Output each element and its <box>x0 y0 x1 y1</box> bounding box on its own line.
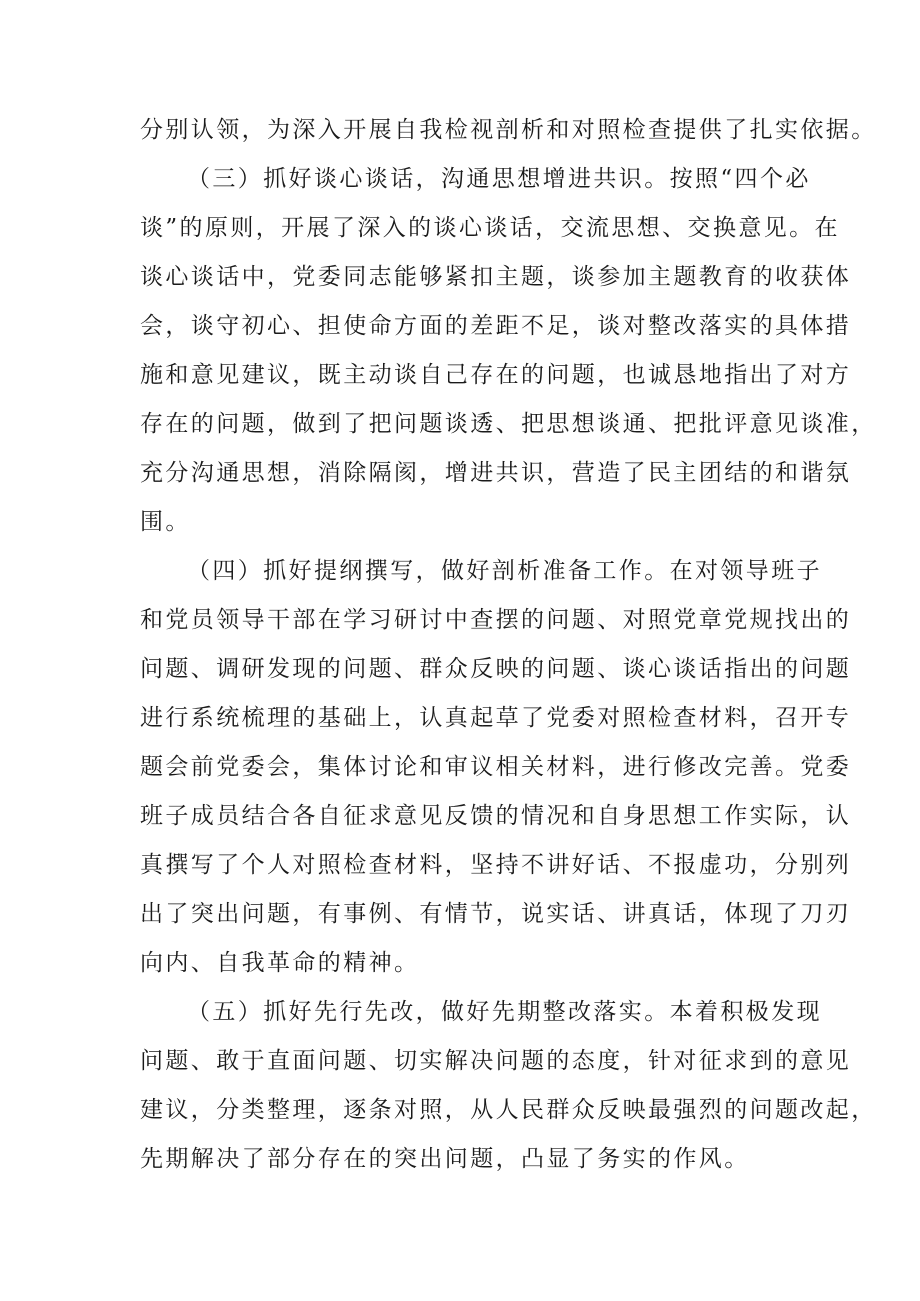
text-line-13: 进行系统梳理的基础上，认真起草了党委对照检查材料，召开专 <box>140 705 852 731</box>
text-line-14: 题会前党委会，集体讨论和审议相关材料，进行修改完善。党委 <box>140 754 852 780</box>
text-line-18: 向内、自我革命的精神。 <box>140 950 420 976</box>
text-line-16: 真撰写了个人对照检查材料，坚持不讲好话、不报虚功，分别列 <box>140 852 852 878</box>
text-line-19: （五）抓好先行先改，做好先期整改落实。本着积极发现 <box>187 999 822 1025</box>
text-line-3: 谈”的原则，开展了深入的谈心谈话，交流思想、交换意见。在 <box>140 215 840 241</box>
text-line-2: （三）抓好谈心谈话，沟通思想增进共识。按照“四个必 <box>187 166 811 192</box>
text-line-17: 出了突出问题，有事例、有情节，说实话、讲真话，体现了刀刃 <box>140 901 852 927</box>
text-line-7: 存在的问题，做到了把问题谈透、把思想谈通、把批评意见谈准， <box>140 411 877 437</box>
text-line-15: 班子成员结合各自征求意见反馈的情况和自身思想工作实际，认 <box>140 803 852 829</box>
text-line-12: 问题、调研发现的问题、群众反映的问题、谈心谈话指出的问题 <box>140 656 852 682</box>
text-line-9: 围。 <box>140 509 191 535</box>
text-line-10: （四）抓好提纲撰写，做好剖析准备工作。在对领导班子 <box>187 558 822 584</box>
text-line-1: 分别认领，为深入开展自我检视剖析和对照检查提供了扎实依据。 <box>140 117 877 143</box>
text-line-8: 充分沟通思想，消除隔阂，增进共识，营造了民主团结的和谐氛 <box>140 460 852 486</box>
text-line-20: 问题、敢于直面问题、切实解决问题的态度，针对征求到的意见 <box>140 1048 852 1074</box>
text-line-5: 会，谈守初心、担使命方面的差距不足，谈对整改落实的具体措 <box>140 313 852 339</box>
text-line-22: 先期解决了部分存在的突出问题，凸显了务实的作风。 <box>140 1146 750 1172</box>
text-line-6: 施和意见建议，既主动谈自己存在的问题，也诚恳地指出了对方 <box>140 362 852 388</box>
text-line-4: 谈心谈话中，党委同志能够紧扣主题，谈参加主题教育的收获体 <box>140 264 852 290</box>
text-line-21: 建议，分类整理，逐条对照，从人民群众反映最强烈的问题改起， <box>140 1097 877 1123</box>
text-line-11: 和党员领导干部在学习研讨中查摆的问题、对照党章党规找出的 <box>140 607 852 633</box>
